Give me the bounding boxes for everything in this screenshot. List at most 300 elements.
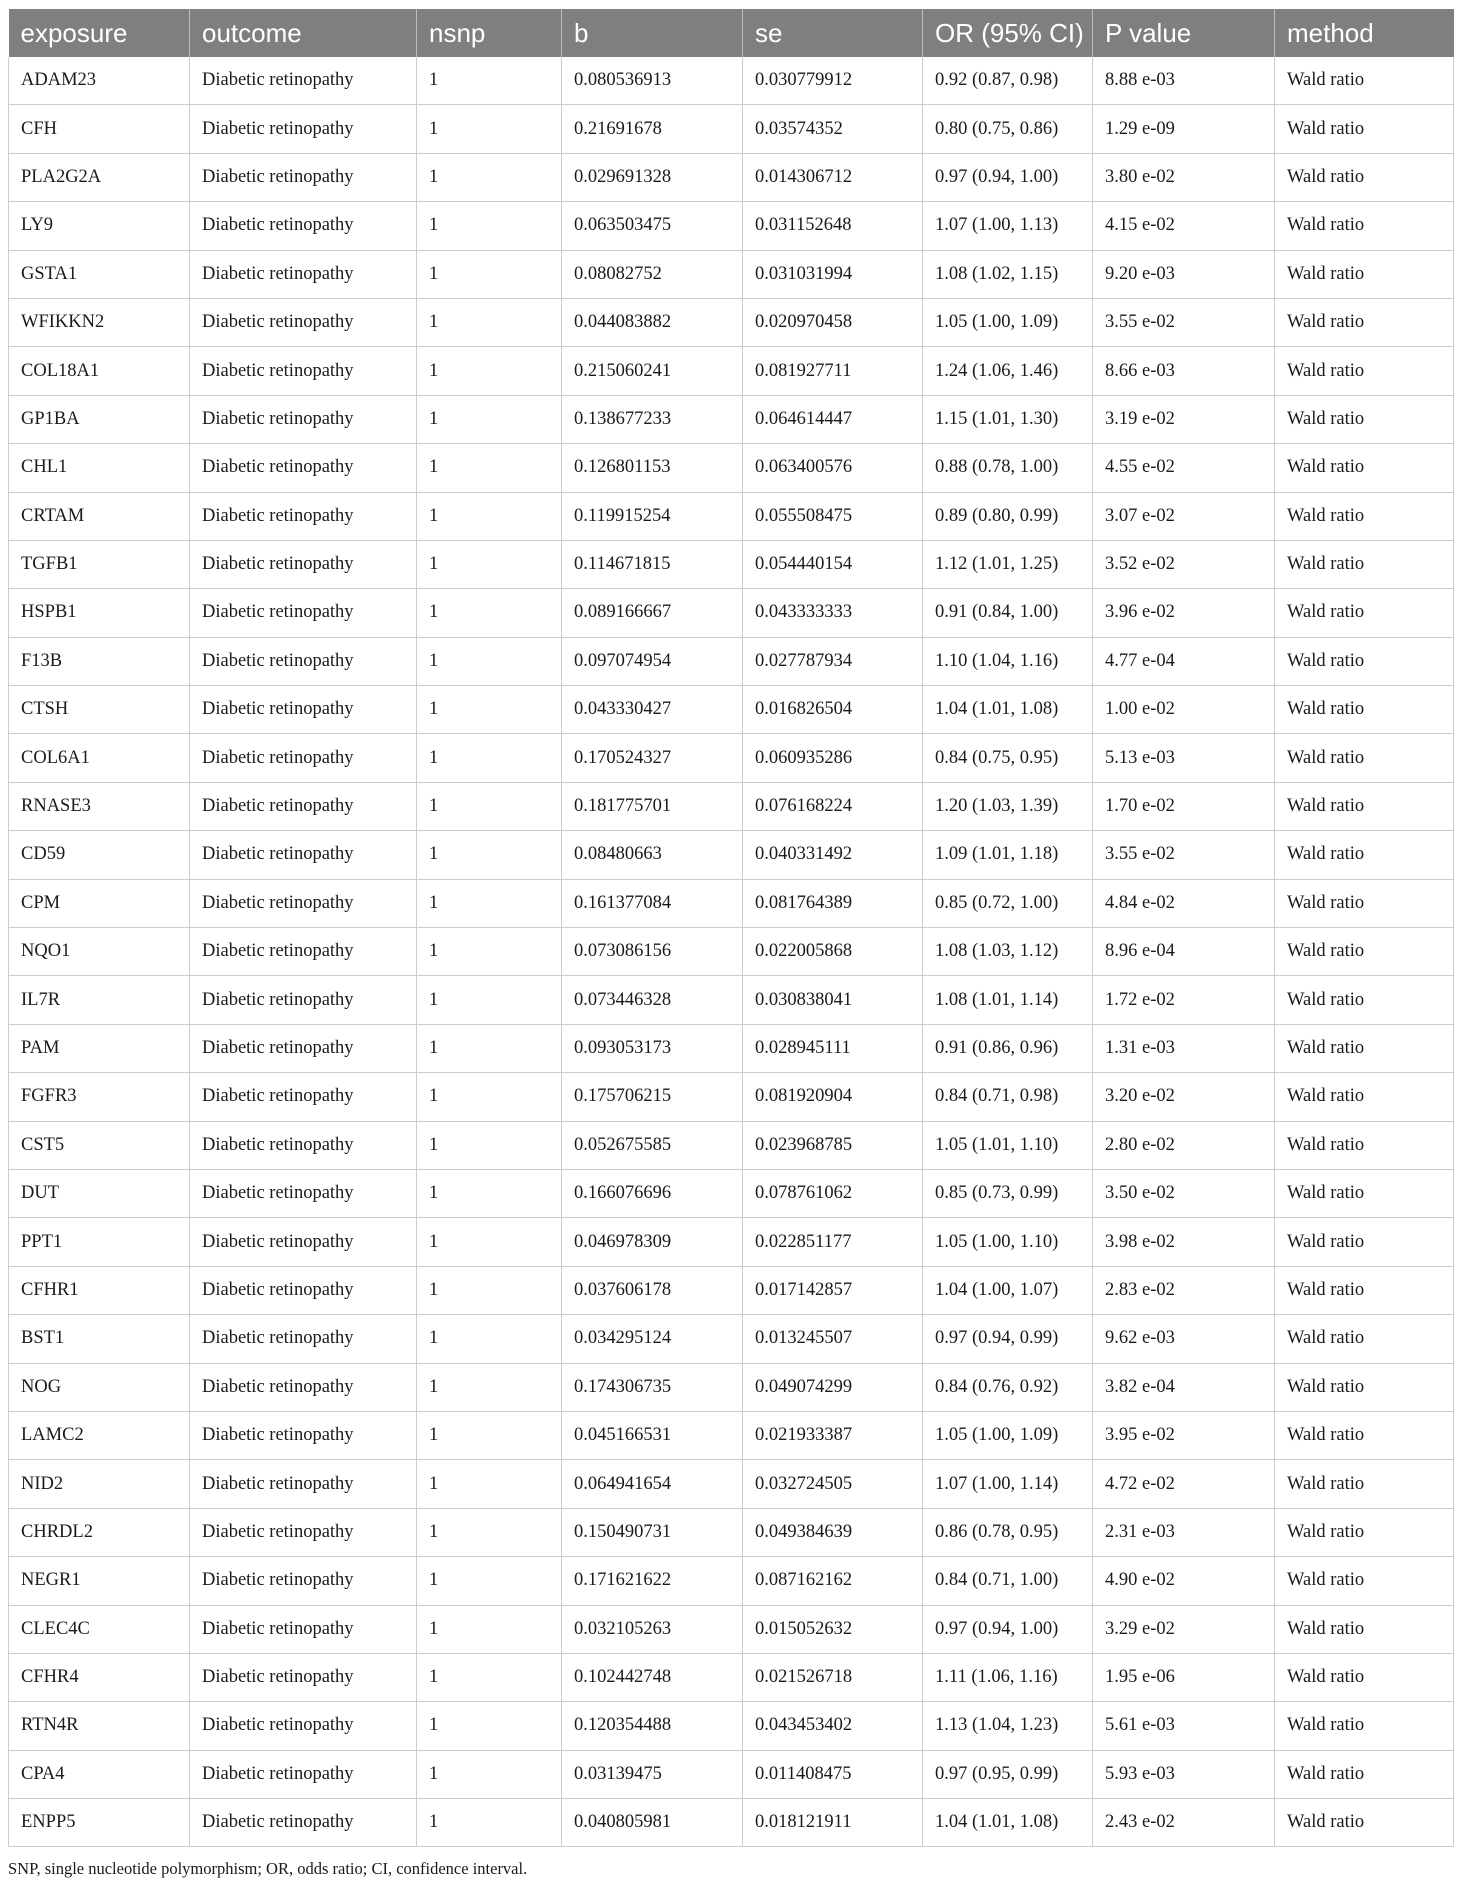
cell-p-value: 9.20 e-03	[1093, 250, 1275, 298]
cell-se: 0.043453402	[743, 1702, 923, 1750]
cell-nsnp: 1	[417, 1315, 562, 1363]
cell-se: 0.064614447	[743, 395, 923, 443]
cell-b: 0.040805981	[562, 1799, 743, 1847]
cell-b: 0.215060241	[562, 347, 743, 395]
column-header-b: b	[562, 9, 743, 57]
table-row	[9, 879, 1454, 927]
cell-nsnp: 1	[417, 589, 562, 637]
cell-p-value: 4.15 e-02	[1093, 202, 1275, 250]
cell-se: 0.027787934	[743, 637, 923, 685]
cell-exposure: TGFB1	[9, 540, 190, 588]
table-row	[9, 395, 1454, 443]
cell-nsnp: 1	[417, 1121, 562, 1169]
cell-p-value: 1.95 e-06	[1093, 1653, 1275, 1701]
cell-nsnp: 1	[417, 1557, 562, 1605]
cell-nsnp: 1	[417, 1702, 562, 1750]
cell-or-ci: 1.15 (1.01, 1.30)	[923, 395, 1093, 443]
cell-se: 0.022851177	[743, 1218, 923, 1266]
cell-or-ci: 0.97 (0.95, 0.99)	[923, 1750, 1093, 1798]
cell-se: 0.021526718	[743, 1653, 923, 1701]
table-row	[9, 637, 1454, 685]
cell-or-ci: 1.20 (1.03, 1.39)	[923, 782, 1093, 830]
table-row	[9, 1315, 1454, 1363]
cell-b: 0.08082752	[562, 250, 743, 298]
cell-exposure: PAM	[9, 1024, 190, 1072]
cell-exposure: CTSH	[9, 686, 190, 734]
cell-p-value: 3.98 e-02	[1093, 1218, 1275, 1266]
cell-se: 0.049384639	[743, 1508, 923, 1556]
table-row	[9, 298, 1454, 346]
cell-exposure: NID2	[9, 1460, 190, 1508]
cell-b: 0.080536913	[562, 57, 743, 105]
cell-outcome: Diabetic retinopathy	[190, 831, 417, 879]
cell-se: 0.049074299	[743, 1363, 923, 1411]
cell-nsnp: 1	[417, 831, 562, 879]
cell-nsnp: 1	[417, 153, 562, 201]
cell-outcome: Diabetic retinopathy	[190, 492, 417, 540]
cell-outcome: Diabetic retinopathy	[190, 1799, 417, 1847]
cell-b: 0.052675585	[562, 1121, 743, 1169]
cell-p-value: 2.31 e-03	[1093, 1508, 1275, 1556]
cell-p-value: 5.13 e-03	[1093, 734, 1275, 782]
cell-or-ci: 1.05 (1.00, 1.09)	[923, 298, 1093, 346]
cell-p-value: 3.20 e-02	[1093, 1073, 1275, 1121]
results-table	[8, 9, 1454, 1847]
cell-nsnp: 1	[417, 444, 562, 492]
cell-p-value: 4.84 e-02	[1093, 879, 1275, 927]
cell-b: 0.102442748	[562, 1653, 743, 1701]
table-row	[9, 928, 1454, 976]
cell-b: 0.064941654	[562, 1460, 743, 1508]
cell-p-value: 1.29 e-09	[1093, 105, 1275, 153]
cell-p-value: 1.70 e-02	[1093, 782, 1275, 830]
cell-se: 0.060935286	[743, 734, 923, 782]
cell-se: 0.078761062	[743, 1169, 923, 1217]
cell-or-ci: 1.08 (1.01, 1.14)	[923, 976, 1093, 1024]
table-row	[9, 1363, 1454, 1411]
cell-nsnp: 1	[417, 1218, 562, 1266]
cell-or-ci: 1.07 (1.00, 1.14)	[923, 1460, 1093, 1508]
cell-method: Wald ratio	[1275, 637, 1454, 685]
table-row	[9, 444, 1454, 492]
cell-method: Wald ratio	[1275, 298, 1454, 346]
cell-outcome: Diabetic retinopathy	[190, 1218, 417, 1266]
cell-b: 0.097074954	[562, 637, 743, 685]
cell-p-value: 4.77 e-04	[1093, 637, 1275, 685]
cell-method: Wald ratio	[1275, 928, 1454, 976]
cell-b: 0.032105263	[562, 1605, 743, 1653]
cell-se: 0.076168224	[743, 782, 923, 830]
cell-exposure: LAMC2	[9, 1411, 190, 1459]
cell-p-value: 3.96 e-02	[1093, 589, 1275, 637]
cell-outcome: Diabetic retinopathy	[190, 105, 417, 153]
cell-outcome: Diabetic retinopathy	[190, 1073, 417, 1121]
cell-method: Wald ratio	[1275, 1799, 1454, 1847]
cell-method: Wald ratio	[1275, 1750, 1454, 1798]
cell-outcome: Diabetic retinopathy	[190, 444, 417, 492]
table-row	[9, 782, 1454, 830]
table-row	[9, 1799, 1454, 1847]
cell-or-ci: 0.84 (0.75, 0.95)	[923, 734, 1093, 782]
cell-b: 0.170524327	[562, 734, 743, 782]
cell-method: Wald ratio	[1275, 1073, 1454, 1121]
cell-outcome: Diabetic retinopathy	[190, 1266, 417, 1314]
cell-outcome: Diabetic retinopathy	[190, 1169, 417, 1217]
cell-se: 0.081927711	[743, 347, 923, 395]
cell-b: 0.073086156	[562, 928, 743, 976]
cell-p-value: 9.62 e-03	[1093, 1315, 1275, 1363]
cell-exposure: CD59	[9, 831, 190, 879]
cell-se: 0.020970458	[743, 298, 923, 346]
cell-b: 0.043330427	[562, 686, 743, 734]
cell-exposure: COL6A1	[9, 734, 190, 782]
cell-se: 0.023968785	[743, 1121, 923, 1169]
cell-p-value: 4.72 e-02	[1093, 1460, 1275, 1508]
column-header-or-ci: OR (95% CI)	[923, 9, 1093, 57]
cell-exposure: BST1	[9, 1315, 190, 1363]
cell-b: 0.175706215	[562, 1073, 743, 1121]
cell-p-value: 3.80 e-02	[1093, 153, 1275, 201]
table-row	[9, 57, 1454, 105]
cell-method: Wald ratio	[1275, 1605, 1454, 1653]
cell-nsnp: 1	[417, 1750, 562, 1798]
cell-b: 0.034295124	[562, 1315, 743, 1363]
cell-nsnp: 1	[417, 1653, 562, 1701]
cell-exposure: FGFR3	[9, 1073, 190, 1121]
cell-se: 0.030838041	[743, 976, 923, 1024]
cell-or-ci: 0.91 (0.86, 0.96)	[923, 1024, 1093, 1072]
table-row	[9, 492, 1454, 540]
cell-nsnp: 1	[417, 202, 562, 250]
table-row	[9, 1169, 1454, 1217]
cell-b: 0.120354488	[562, 1702, 743, 1750]
cell-b: 0.171621622	[562, 1557, 743, 1605]
cell-exposure: CPM	[9, 879, 190, 927]
cell-method: Wald ratio	[1275, 879, 1454, 927]
cell-or-ci: 0.85 (0.73, 0.99)	[923, 1169, 1093, 1217]
cell-method: Wald ratio	[1275, 1653, 1454, 1701]
cell-outcome: Diabetic retinopathy	[190, 1653, 417, 1701]
cell-method: Wald ratio	[1275, 105, 1454, 153]
cell-exposure: COL18A1	[9, 347, 190, 395]
cell-or-ci: 1.24 (1.06, 1.46)	[923, 347, 1093, 395]
cell-se: 0.031031994	[743, 250, 923, 298]
column-header-exposure: exposure	[9, 9, 190, 57]
cell-nsnp: 1	[417, 686, 562, 734]
table-row	[9, 976, 1454, 1024]
cell-nsnp: 1	[417, 298, 562, 346]
cell-b: 0.089166667	[562, 589, 743, 637]
column-header-p-value: P value	[1093, 9, 1275, 57]
header-row	[9, 9, 1454, 57]
cell-method: Wald ratio	[1275, 1169, 1454, 1217]
cell-method: Wald ratio	[1275, 976, 1454, 1024]
cell-method: Wald ratio	[1275, 1460, 1454, 1508]
cell-or-ci: 1.07 (1.00, 1.13)	[923, 202, 1093, 250]
cell-b: 0.093053173	[562, 1024, 743, 1072]
cell-b: 0.181775701	[562, 782, 743, 830]
cell-b: 0.073446328	[562, 976, 743, 1024]
cell-p-value: 5.93 e-03	[1093, 1750, 1275, 1798]
results-table-container	[8, 9, 1453, 1847]
cell-nsnp: 1	[417, 928, 562, 976]
cell-exposure: WFIKKN2	[9, 298, 190, 346]
cell-or-ci: 0.97 (0.94, 0.99)	[923, 1315, 1093, 1363]
cell-exposure: CLEC4C	[9, 1605, 190, 1653]
cell-exposure: DUT	[9, 1169, 190, 1217]
table-header	[9, 9, 1454, 57]
cell-nsnp: 1	[417, 395, 562, 443]
cell-se: 0.054440154	[743, 540, 923, 588]
cell-b: 0.063503475	[562, 202, 743, 250]
cell-nsnp: 1	[417, 782, 562, 830]
cell-method: Wald ratio	[1275, 1024, 1454, 1072]
cell-exposure: IL7R	[9, 976, 190, 1024]
cell-nsnp: 1	[417, 492, 562, 540]
cell-or-ci: 1.04 (1.01, 1.08)	[923, 1799, 1093, 1847]
cell-b: 0.044083882	[562, 298, 743, 346]
cell-or-ci: 0.85 (0.72, 1.00)	[923, 879, 1093, 927]
table-row	[9, 1218, 1454, 1266]
table-row	[9, 1024, 1454, 1072]
cell-nsnp: 1	[417, 1411, 562, 1459]
cell-method: Wald ratio	[1275, 444, 1454, 492]
cell-p-value: 8.66 e-03	[1093, 347, 1275, 395]
cell-outcome: Diabetic retinopathy	[190, 1557, 417, 1605]
cell-method: Wald ratio	[1275, 153, 1454, 201]
cell-exposure: LY9	[9, 202, 190, 250]
cell-b: 0.03139475	[562, 1750, 743, 1798]
cell-se: 0.014306712	[743, 153, 923, 201]
cell-nsnp: 1	[417, 1605, 562, 1653]
cell-nsnp: 1	[417, 1073, 562, 1121]
cell-or-ci: 1.10 (1.04, 1.16)	[923, 637, 1093, 685]
cell-exposure: RNASE3	[9, 782, 190, 830]
table-row	[9, 734, 1454, 782]
cell-method: Wald ratio	[1275, 57, 1454, 105]
cell-nsnp: 1	[417, 734, 562, 782]
cell-method: Wald ratio	[1275, 831, 1454, 879]
cell-method: Wald ratio	[1275, 1315, 1454, 1363]
cell-se: 0.021933387	[743, 1411, 923, 1459]
cell-exposure: CHRDL2	[9, 1508, 190, 1556]
cell-exposure: CFHR1	[9, 1266, 190, 1314]
cell-p-value: 5.61 e-03	[1093, 1702, 1275, 1750]
cell-nsnp: 1	[417, 1169, 562, 1217]
cell-se: 0.016826504	[743, 686, 923, 734]
cell-p-value: 2.83 e-02	[1093, 1266, 1275, 1314]
cell-exposure: PPT1	[9, 1218, 190, 1266]
cell-method: Wald ratio	[1275, 1218, 1454, 1266]
cell-method: Wald ratio	[1275, 1363, 1454, 1411]
cell-method: Wald ratio	[1275, 1121, 1454, 1169]
cell-or-ci: 1.04 (1.00, 1.07)	[923, 1266, 1093, 1314]
cell-outcome: Diabetic retinopathy	[190, 1605, 417, 1653]
cell-outcome: Diabetic retinopathy	[190, 1750, 417, 1798]
cell-nsnp: 1	[417, 540, 562, 588]
cell-p-value: 8.88 e-03	[1093, 57, 1275, 105]
table-row	[9, 686, 1454, 734]
cell-se: 0.018121911	[743, 1799, 923, 1847]
cell-se: 0.03574352	[743, 105, 923, 153]
cell-outcome: Diabetic retinopathy	[190, 1411, 417, 1459]
cell-b: 0.21691678	[562, 105, 743, 153]
cell-or-ci: 0.86 (0.78, 0.95)	[923, 1508, 1093, 1556]
cell-p-value: 8.96 e-04	[1093, 928, 1275, 976]
cell-se: 0.055508475	[743, 492, 923, 540]
cell-se: 0.087162162	[743, 1557, 923, 1605]
table-row	[9, 1750, 1454, 1798]
cell-or-ci: 0.80 (0.75, 0.86)	[923, 105, 1093, 153]
column-header-nsnp: nsnp	[417, 9, 562, 57]
cell-p-value: 3.50 e-02	[1093, 1169, 1275, 1217]
cell-or-ci: 0.92 (0.87, 0.98)	[923, 57, 1093, 105]
cell-p-value: 2.80 e-02	[1093, 1121, 1275, 1169]
cell-b: 0.119915254	[562, 492, 743, 540]
cell-method: Wald ratio	[1275, 1557, 1454, 1605]
cell-or-ci: 1.08 (1.03, 1.12)	[923, 928, 1093, 976]
cell-outcome: Diabetic retinopathy	[190, 540, 417, 588]
cell-nsnp: 1	[417, 1024, 562, 1072]
cell-se: 0.031152648	[743, 202, 923, 250]
cell-se: 0.017142857	[743, 1266, 923, 1314]
table-row	[9, 1508, 1454, 1556]
cell-exposure: ENPP5	[9, 1799, 190, 1847]
cell-or-ci: 1.11 (1.06, 1.16)	[923, 1653, 1093, 1701]
cell-outcome: Diabetic retinopathy	[190, 1315, 417, 1363]
cell-exposure: CPA4	[9, 1750, 190, 1798]
cell-method: Wald ratio	[1275, 782, 1454, 830]
cell-b: 0.045166531	[562, 1411, 743, 1459]
cell-method: Wald ratio	[1275, 540, 1454, 588]
cell-se: 0.081920904	[743, 1073, 923, 1121]
cell-b: 0.166076696	[562, 1169, 743, 1217]
cell-nsnp: 1	[417, 879, 562, 927]
table-row	[9, 1411, 1454, 1459]
table-row	[9, 1557, 1454, 1605]
cell-outcome: Diabetic retinopathy	[190, 153, 417, 201]
table-row	[9, 1073, 1454, 1121]
cell-method: Wald ratio	[1275, 1411, 1454, 1459]
cell-b: 0.150490731	[562, 1508, 743, 1556]
cell-exposure: PLA2G2A	[9, 153, 190, 201]
cell-or-ci: 1.08 (1.02, 1.15)	[923, 250, 1093, 298]
cell-exposure: CFH	[9, 105, 190, 153]
cell-se: 0.028945111	[743, 1024, 923, 1072]
table-row	[9, 589, 1454, 637]
cell-nsnp: 1	[417, 1508, 562, 1556]
cell-outcome: Diabetic retinopathy	[190, 1024, 417, 1072]
cell-outcome: Diabetic retinopathy	[190, 879, 417, 927]
cell-exposure: CFHR4	[9, 1653, 190, 1701]
cell-exposure: CHL1	[9, 444, 190, 492]
cell-p-value: 3.07 e-02	[1093, 492, 1275, 540]
cell-method: Wald ratio	[1275, 734, 1454, 782]
cell-method: Wald ratio	[1275, 492, 1454, 540]
cell-or-ci: 1.05 (1.00, 1.10)	[923, 1218, 1093, 1266]
cell-b: 0.161377084	[562, 879, 743, 927]
cell-or-ci: 1.12 (1.01, 1.25)	[923, 540, 1093, 588]
cell-method: Wald ratio	[1275, 1702, 1454, 1750]
cell-method: Wald ratio	[1275, 395, 1454, 443]
cell-outcome: Diabetic retinopathy	[190, 1460, 417, 1508]
table-row	[9, 831, 1454, 879]
cell-nsnp: 1	[417, 347, 562, 395]
column-header-method: method	[1275, 9, 1454, 57]
cell-or-ci: 0.91 (0.84, 1.00)	[923, 589, 1093, 637]
cell-p-value: 1.00 e-02	[1093, 686, 1275, 734]
cell-p-value: 3.95 e-02	[1093, 1411, 1275, 1459]
cell-p-value: 3.19 e-02	[1093, 395, 1275, 443]
cell-nsnp: 1	[417, 976, 562, 1024]
cell-or-ci: 0.89 (0.80, 0.99)	[923, 492, 1093, 540]
cell-exposure: GP1BA	[9, 395, 190, 443]
table-footnote: SNP, single nucleotide polymorphism; OR, odds ratio; CI, confidence interval.	[8, 1859, 528, 1878]
cell-method: Wald ratio	[1275, 1508, 1454, 1556]
cell-method: Wald ratio	[1275, 686, 1454, 734]
table-row	[9, 1605, 1454, 1653]
cell-b: 0.037606178	[562, 1266, 743, 1314]
cell-or-ci: 0.84 (0.71, 1.00)	[923, 1557, 1093, 1605]
cell-or-ci: 1.09 (1.01, 1.18)	[923, 831, 1093, 879]
table-row	[9, 1460, 1454, 1508]
cell-exposure: NQO1	[9, 928, 190, 976]
cell-nsnp: 1	[417, 250, 562, 298]
cell-outcome: Diabetic retinopathy	[190, 734, 417, 782]
cell-b: 0.114671815	[562, 540, 743, 588]
cell-se: 0.022005868	[743, 928, 923, 976]
cell-exposure: NOG	[9, 1363, 190, 1411]
cell-or-ci: 1.04 (1.01, 1.08)	[923, 686, 1093, 734]
cell-exposure: F13B	[9, 637, 190, 685]
cell-se: 0.081764389	[743, 879, 923, 927]
cell-outcome: Diabetic retinopathy	[190, 202, 417, 250]
cell-exposure: CRTAM	[9, 492, 190, 540]
table-row	[9, 540, 1454, 588]
table-row	[9, 105, 1454, 153]
cell-p-value: 4.55 e-02	[1093, 444, 1275, 492]
table-body	[9, 57, 1454, 1847]
cell-exposure: GSTA1	[9, 250, 190, 298]
cell-outcome: Diabetic retinopathy	[190, 347, 417, 395]
cell-b: 0.029691328	[562, 153, 743, 201]
cell-se: 0.043333333	[743, 589, 923, 637]
cell-p-value: 2.43 e-02	[1093, 1799, 1275, 1847]
cell-outcome: Diabetic retinopathy	[190, 395, 417, 443]
cell-nsnp: 1	[417, 57, 562, 105]
cell-outcome: Diabetic retinopathy	[190, 686, 417, 734]
cell-p-value: 1.31 e-03	[1093, 1024, 1275, 1072]
cell-se: 0.011408475	[743, 1750, 923, 1798]
cell-p-value: 1.72 e-02	[1093, 976, 1275, 1024]
cell-p-value: 4.90 e-02	[1093, 1557, 1275, 1605]
cell-nsnp: 1	[417, 1799, 562, 1847]
cell-method: Wald ratio	[1275, 250, 1454, 298]
cell-method: Wald ratio	[1275, 202, 1454, 250]
cell-outcome: Diabetic retinopathy	[190, 250, 417, 298]
cell-se: 0.063400576	[743, 444, 923, 492]
table-row	[9, 347, 1454, 395]
cell-se: 0.015052632	[743, 1605, 923, 1653]
cell-outcome: Diabetic retinopathy	[190, 782, 417, 830]
cell-se: 0.032724505	[743, 1460, 923, 1508]
cell-outcome: Diabetic retinopathy	[190, 1702, 417, 1750]
cell-p-value: 3.55 e-02	[1093, 831, 1275, 879]
cell-or-ci: 0.84 (0.71, 0.98)	[923, 1073, 1093, 1121]
cell-outcome: Diabetic retinopathy	[190, 589, 417, 637]
cell-outcome: Diabetic retinopathy	[190, 298, 417, 346]
cell-b: 0.138677233	[562, 395, 743, 443]
